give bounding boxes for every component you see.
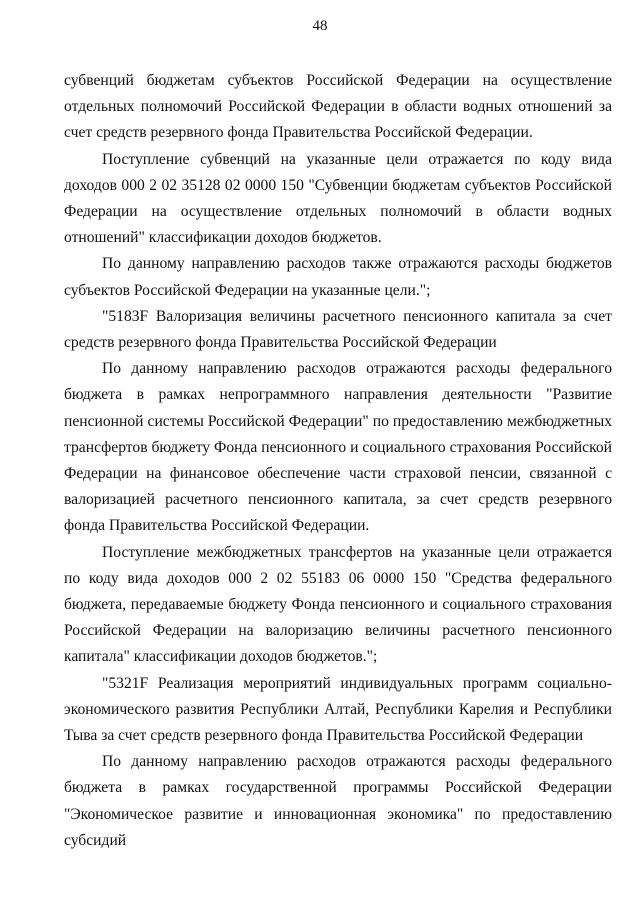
paragraph-5183f-income-code: Поступление межбюджетных трансфертов на указанные цели отражается по коду вида доходов 000 2 02 55183 06 0000 150 "Средства федерального бюджета, передаваемые бюджету Фонда пенсионного и социального страхования Российской Федерации на валоризацию величины расчетного пенсионного капитала" классификации доходов бюджетов.";	[64, 543, 612, 666]
paragraph-regional-expenses: По данному направлению расходов также отражаются расходы бюджетов субъектов Российской Федерации на указанные цели.";	[64, 255, 612, 299]
paragraph-5321f-description: По данному направлению расходов отражаются расходы федерального бюджета в рамках государственной программы Российской Федерации "Экономическое развитие и инновационная экономика" по предоставлению субсидий	[64, 753, 612, 849]
paragraph-subvention-continuation: субвенций бюджетам субъектов Российской Федерации на осуществление отдельных полномочий Российской Федерации в области водных отношений за счет средств резервного фонда Правительства Российской Федерации.	[64, 72, 612, 142]
paragraph-5183f-description: По данному направлению расходов отражаются расходы федерального бюджета в рамках непрограммного направления деятельности "Развитие пенсионной системы Российской Федерации" по предоставлению межбюджетных трансфертов бюджету Фонда пенсионного и социального страхования Российской Федерации на финансовое обеспечение части страховой пенсии, связанной с валоризацией расчетного пенсионного капитала, за счет средств резервного фонда Правительства Российской Федерации.	[64, 360, 612, 535]
paragraph-subvention-income-code: Поступление субвенций на указанные цели отражается по коду вида доходов 000 2 02 35128 02 0000 150 "Субвенции бюджетам субъектов Российской Федерации на осуществление отдельных полномочий в области водных отношений" классификации доходов бюджетов.	[64, 150, 612, 247]
document-body	[64, 68, 612, 854]
paragraph-heading-5183f: "5183F Валоризация величины расчетного пенсионного капитала за счет средств резервного фонда Правительства Российской Федерации	[64, 307, 612, 352]
paragraph-heading-5321f: "5321F Реализация мероприятий индивидуальных программ социально-экономического развития Республики Алтай, Республики Карелия и Республики Тыва за счет средств резервного фонда Правительства Российской Федерации	[64, 674, 612, 745]
page-number: 48	[312, 18, 328, 34]
